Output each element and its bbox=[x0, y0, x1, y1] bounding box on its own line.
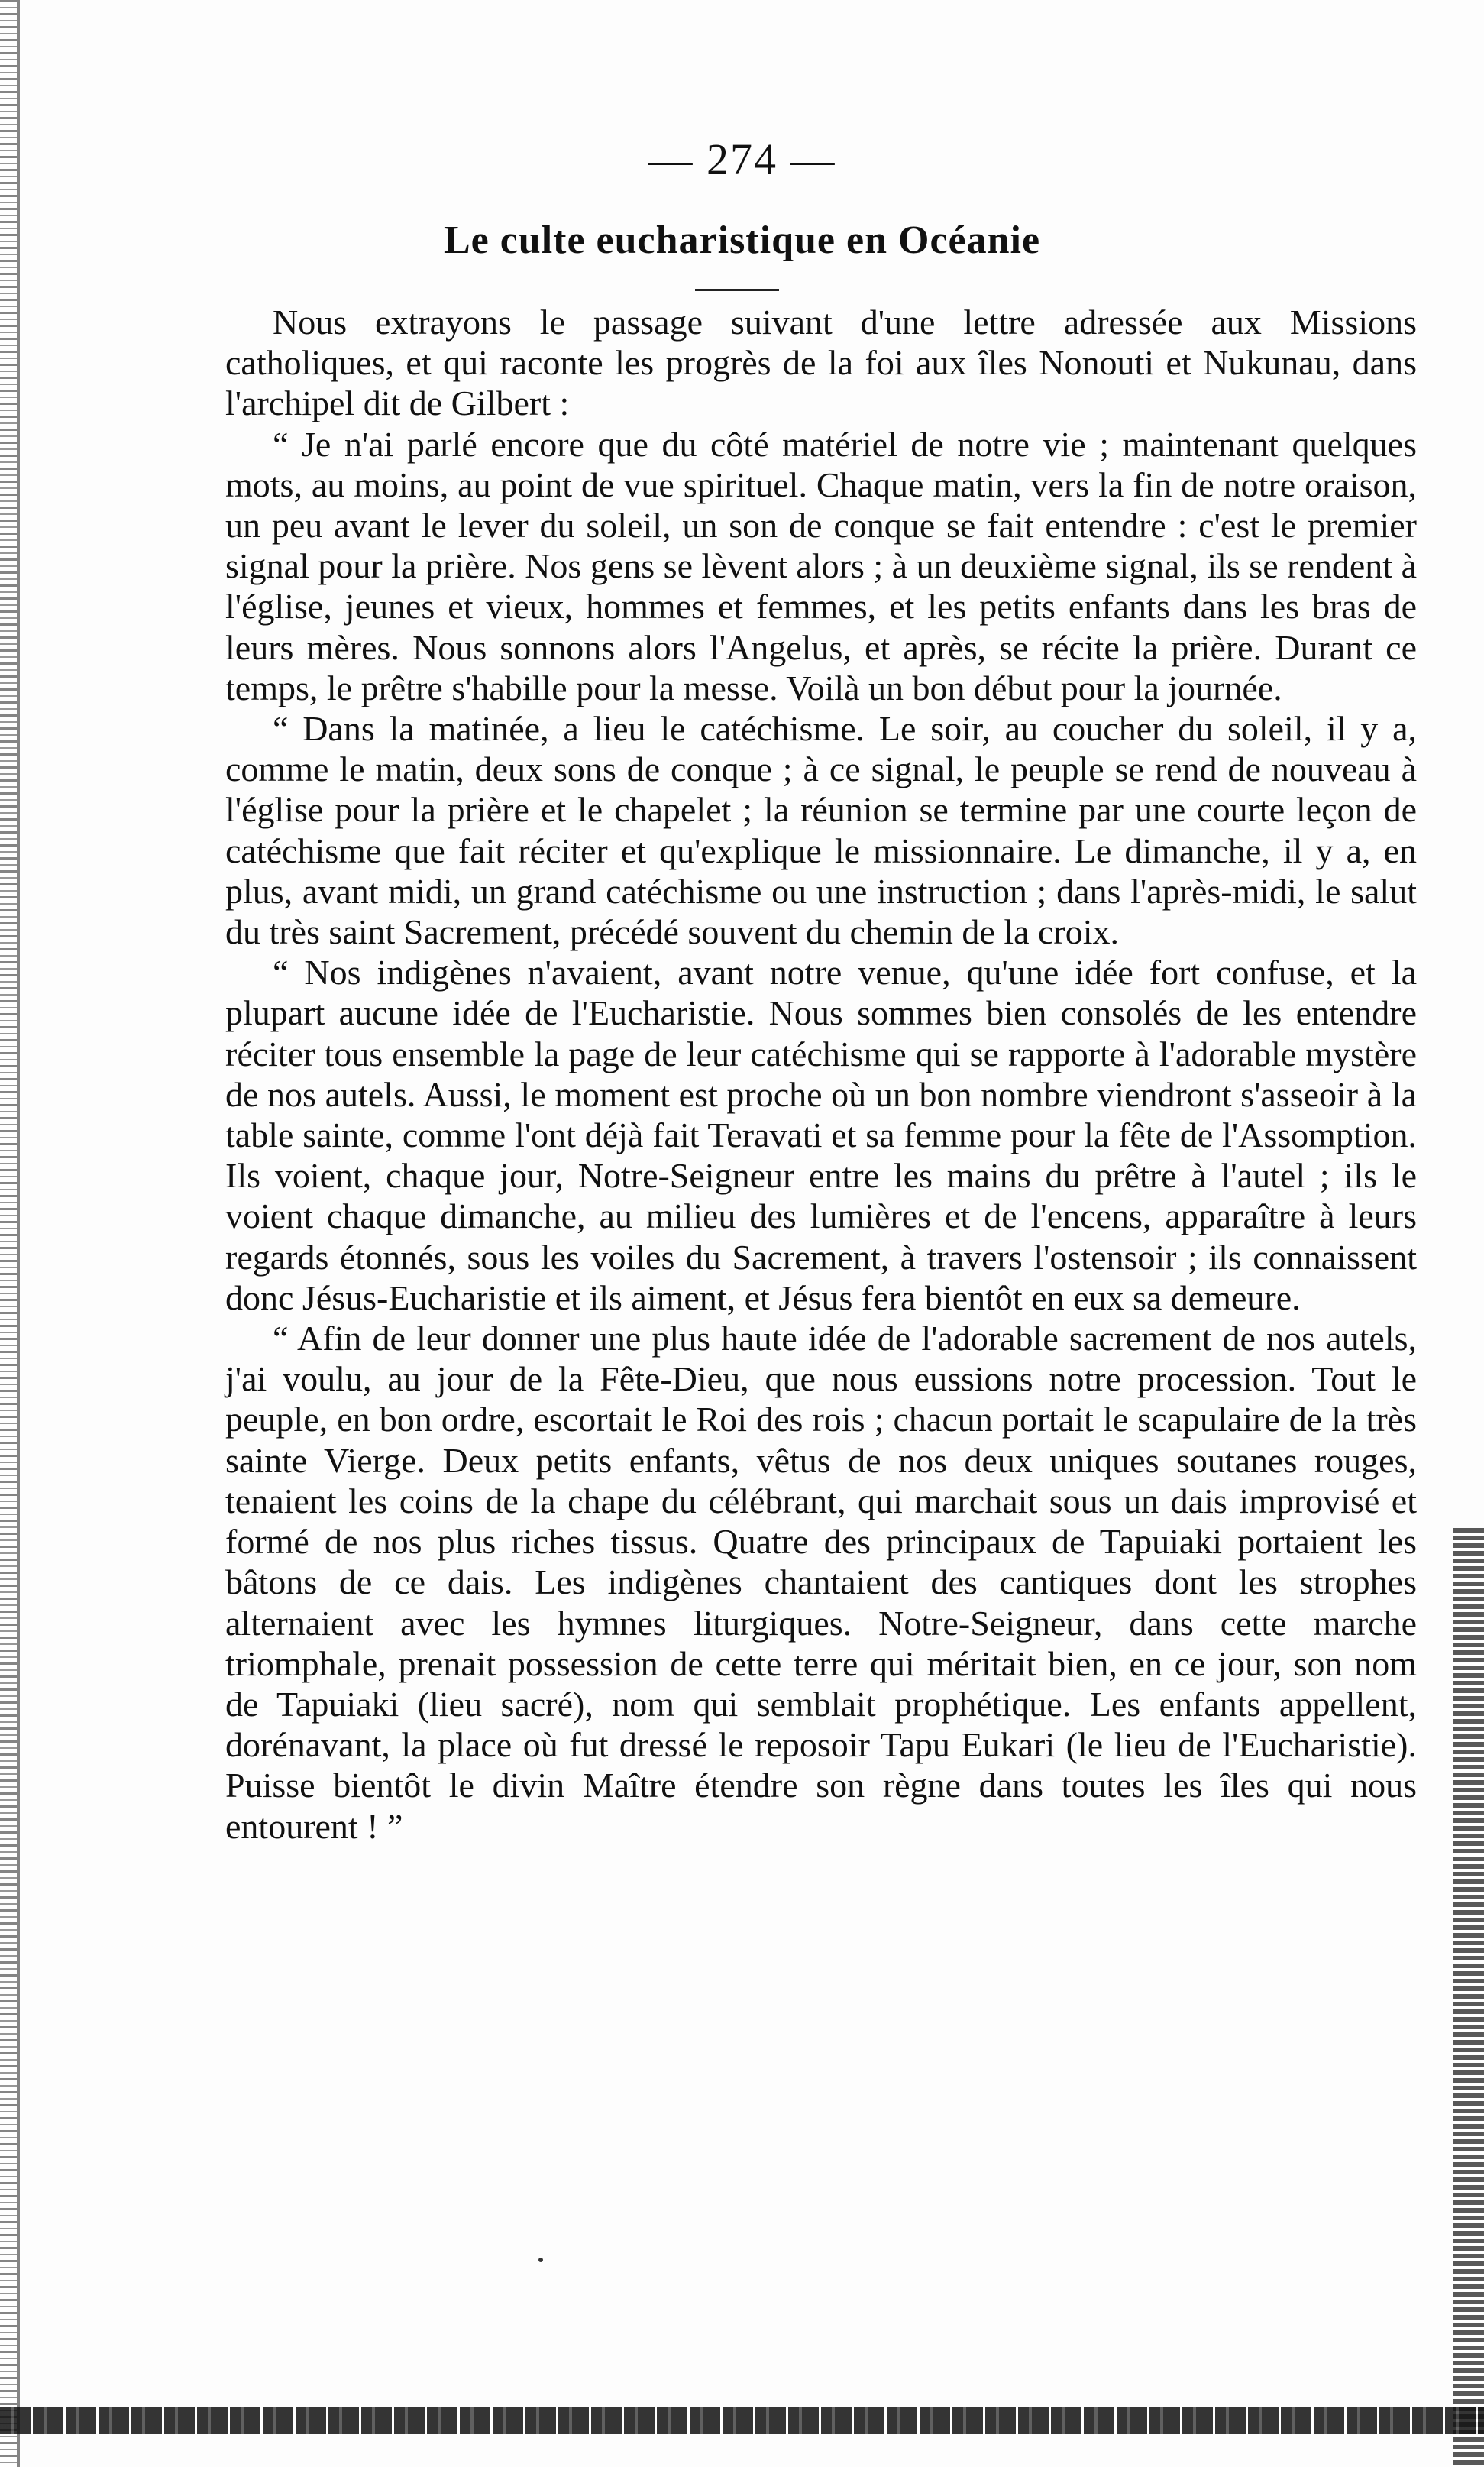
scan-edge-left bbox=[0, 0, 17, 2467]
paragraph: “ Dans la matinée, a lieu le catéchisme. Le soir, au coucher du soleil, il y a, comme le matin, deux sons de conque ; à ce signal, le peuple se rend de nouveau à l'église pour la prière et le chapelet ; la réunion se termine par une courte leçon de catéchisme que fait réciter et qu'explique le missionnaire. Le dimanche, il y a, en plus, avant midi, un grand catéchisme ou une instruction ; dans l'après-midi, le salut du très saint Sacrement, précédé souvent du chemin de la croix. bbox=[225, 709, 1417, 952]
article-body bbox=[225, 302, 1417, 1847]
paragraph: Nous extrayons le passage suivant d'une lettre adressée aux Missions catholiques, et qui raconte les progrès de la foi aux îles Nonouti et Nukunau, dans l'archipel dit de Gilbert : bbox=[225, 303, 1417, 423]
paragraph: “ Je n'ai parlé encore que du côté matériel de notre vie ; maintenant quelques mots, au moins, au point de vue spirituel. Chaque matin, vers la fin de notre oraison, un peu avant le lever du soleil, un son de conque se fait entendre : c'est le premier signal pour la prière. Nos gens se lèvent alors ; à un deuxième signal, ils se rendent à l'église, jeunes et vieux, hommes et femmes, et les petits enfants dans les bras de leurs mères. Nous sonnons alors l'Angelus, et après, se récite la prière. Durant ce temps, le prêtre s'habille pour la messe. Voilà un bon début pour la journée. bbox=[225, 424, 1417, 707]
title-rule bbox=[695, 289, 779, 291]
page-number: — 274 — bbox=[648, 134, 836, 184]
paragraph: “ Afin de leur donner une plus haute idée de l'adorable sacrement de nos autels, j'ai voulu, au jour de la Fête-Dieu, que nous eussions notre procession. Tout le peuple, en bon ordre, escortait le Roi des rois ; chacun portait le scapulaire de la très sainte Vierge. Deux petits enfants, vêtus de nos deux uniques soutanes rouges, tenaient les coins de la chape du célébrant, qui marchait sous un dais improvisé et formé de nos plus riches tissus. Quatre des principaux de Tapuiaki portaient les bâtons de ce dais. Les indigènes chantaient des cantiques dont les strophes alternaient avec les hymnes liturgiques. Notre-Seigneur, dans cette marche triomphale, prenait possession de cette terre qui méritait bien, en ce jour, son nom de Tapuiaki (lieu sacré), nom qui semblait prophétique. Les enfants appellent, dorénavant, la place où fut dressé le reposoir Tapu Eukari (le lieu de l'Eucharistie). Puisse bientôt le divin Maître étendre son règne dans toutes les îles qui nous entourent ! ” bbox=[225, 1319, 1417, 1846]
paragraph: “ Nos indigènes n'avaient, avant notre venue, qu'une idée fort confuse, et la plupart aucune idée de l'Eucharistie. Nous sommes bien consolés de les entendre réciter tous ensemble la page de leur catéchisme qui se rapporte à l'adorable mystère de nos autels. Aussi, le moment est proche où un bon nombre viendront s'asseoir à la table sainte, comme l'ont déjà fait Teravati et sa femme pour la fête de l'Assomption. Ils voient, chaque jour, Notre-Seigneur entre les mains du prêtre à l'autel ; ils le voient chaque dimanche, au milieu des lumières et de l'encens, apparaître à leurs regards étonnés, sous les voiles du Sacrement, à travers l'ostensoir ; ils connaissent donc Jésus-Eucharistie et ils aiment, et Jésus fera bientôt en eux sa demeure. bbox=[225, 953, 1417, 1317]
scan-edge-right bbox=[1453, 1528, 1484, 2467]
article-title: Le culte eucharistique en Océanie bbox=[443, 219, 1041, 262]
scan-edge-bottom bbox=[0, 2407, 1484, 2434]
speck bbox=[538, 2258, 543, 2262]
scan-edge-line bbox=[17, 0, 20, 2467]
